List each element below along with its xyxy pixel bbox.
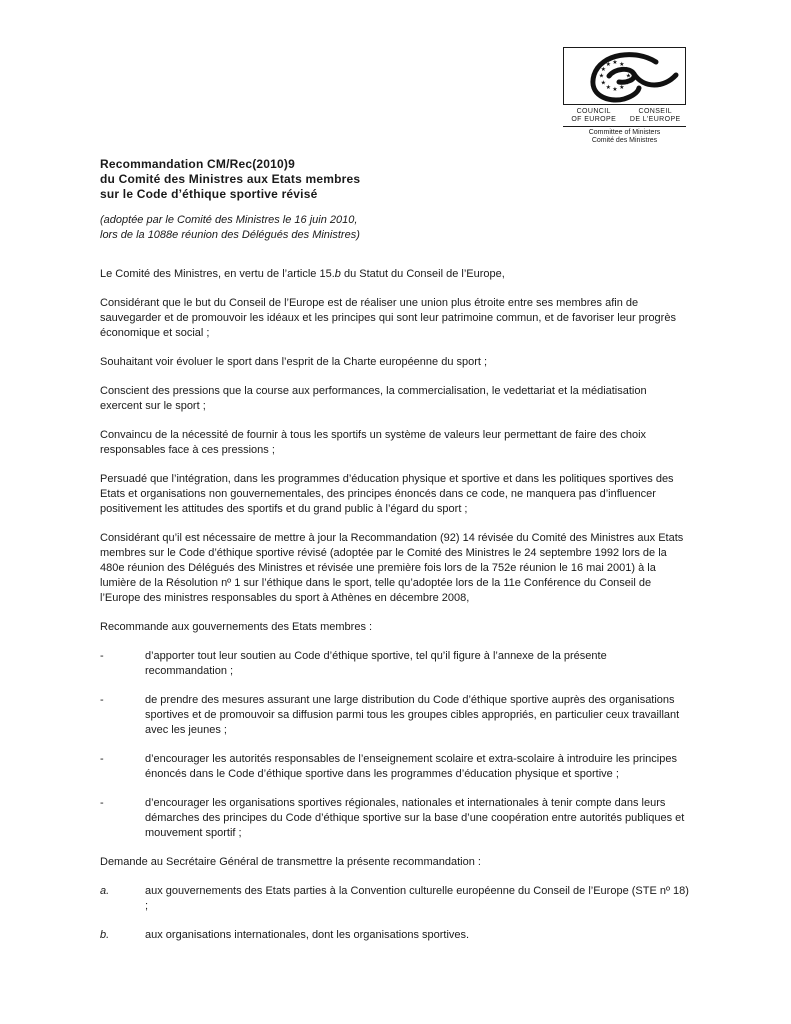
paragraph-conscient: Conscient des pressions que la course aux performances, la commercialisation, le vedettariat et la médiatisation exercent sur le sport ; [100,385,647,412]
paragraph-preamble [100,267,690,282]
star-icon: ★ [624,79,630,87]
adoption-note-line-2: lors de la 1088e réunion des Délégués des Ministres) [100,229,360,241]
logo-conseil-fr-line1: CONSEIL [638,108,673,115]
title-line-2: du Comité des Ministres aux Etats membres [100,172,361,186]
item-marker: - [100,650,104,662]
item-text: aux organisations internationales, dont les organisations sportives. [145,929,470,941]
star-icon: ★ [600,65,606,73]
item-text: d’apporter tout leur soutien au Code d’éthique sportive, tel qu’il figure à l’annexe de la présente recommandation ; [145,650,607,677]
logo-conseil-fr-line2: DE L’EUROPE [629,116,681,123]
paragraph-considerant-1: Considérant que le but du Conseil de l’Europe est de réaliser une union plus étroite entre ses membres afin de sauvegarder et de promouvoir les idéaux et les principes qui sont leur patrimoine commun, et de favoriser leur progrès économique et social ; [100,297,676,339]
document-body [100,0,690,943]
preamble-text-end: du Statut du Conseil de l’Europe, [340,268,505,280]
star-icon: ★ [605,84,611,92]
preamble-article-letter: b [334,268,341,280]
star-icon: ★ [619,60,625,68]
recommendation-item [100,796,690,841]
paragraph-considerant-2: Considérant qu’il est nécessaire de mettre à jour la Recommandation (92) 14 révisée du Comité des Ministres aux Etats membres sur le Code d’éthique sportive révisé (adoptée par le Comité des Ministres le 24 septembre 1992 lors de la 480e réunion des Délégués des Ministres et révisée une première fois lors de la 752e réunion le 16 mai 2001) à la lumière de la Résolution nº 1 sur l’éthique dans le sport, telle qu’adoptée lors de la 11e Conférence du Conseil de l’Europe des ministres responsables du sport à Athènes en décembre 2008, [100,532,684,604]
star-icon: ★ [605,60,611,68]
star-icon: ★ [612,86,618,93]
paragraph-persuade: Persuadé que l’intégration, dans les programmes d’éducation physique et sportive et dans les politiques sportives des Etats et organisations non gouvernementales, des principes énoncés dans ce code, ne manquera pas d’influencer positivement les attitudes des sportifs et du grand public à l’égard du sport ; [100,473,674,515]
star-icon: ★ [600,79,606,87]
document-title [100,157,690,202]
item-text: d’encourager les autorités responsables de l’enseignement scolaire et extra-scolaire à introduire les principes énoncés dans le Code d’éthique sportive dans les programmes d’éducation physique et sportive ; [145,753,677,780]
logo-committee-fr: Comité des Ministres [591,137,658,144]
item-marker: - [100,694,104,706]
title-line-1: Recommandation CM/Rec(2010)9 [100,157,295,171]
logo-council-en-line2: OF EUROPE [571,116,617,123]
logo-council-en-line1: COUNCIL [576,108,611,115]
recommendation-item [100,649,690,679]
title-line-3: sur le Code d’éthique sportive révisé [100,187,318,201]
recommendation-item [100,752,690,782]
item-marker: b. [100,929,110,941]
preamble-text: Le Comité des Ministres, en vertu de l’article 15. [100,268,335,280]
item-marker: - [100,797,104,809]
paragraph-demande: Demande au Secrétaire Général de transmettre la présente recommandation : [100,856,481,868]
star-icon: ★ [625,72,632,80]
star-icon: ★ [624,65,630,73]
recommendation-item [100,693,690,738]
item-marker: a. [100,885,110,897]
item-text: de prendre des mesures assurant une large distribution du Code d’éthique sportive auprès des organisations sportives et de promouvoir sa diffusion parmi tous les groupes cibles appropriés, en particulier ceux travaillant avec les jeunes ; [145,694,680,736]
star-icon: ★ [612,59,618,66]
paragraph-convaincu: Convaincu de la nécessité de fournir à tous les sportifs un système de valeurs leur permettant de faire des choix responsables face à ces pressions ; [100,429,647,456]
item-text: aux gouvernements des Etats parties à la Convention culturelle européenne du Conseil de l’Europe (STE nº 18) ; [145,885,689,912]
item-marker: - [100,753,104,765]
transmit-item [100,884,690,914]
adoption-note [100,213,690,243]
paragraph-souhaitant: Souhaitant voir évoluer le sport dans l’esprit de la Charte européenne du sport ; [100,356,488,368]
paragraph-recommande: Recommande aux gouvernements des Etats membres : [100,621,373,633]
star-icon: ★ [598,72,605,80]
transmit-item [100,928,690,943]
logo-committee-en: Committee of Ministers [588,129,661,136]
adoption-note-line-1: (adoptée par le Comité des Ministres le 16 juin 2010, [100,214,358,226]
item-text: d’encourager les organisations sportives régionales, nationales et internationales à tenir compte dans leurs démarches des principes du Code d’éthique sportive sur la base d’une coopération entre autorités publiques et mouvement sportif ; [145,797,685,839]
star-icon: ★ [619,84,625,92]
